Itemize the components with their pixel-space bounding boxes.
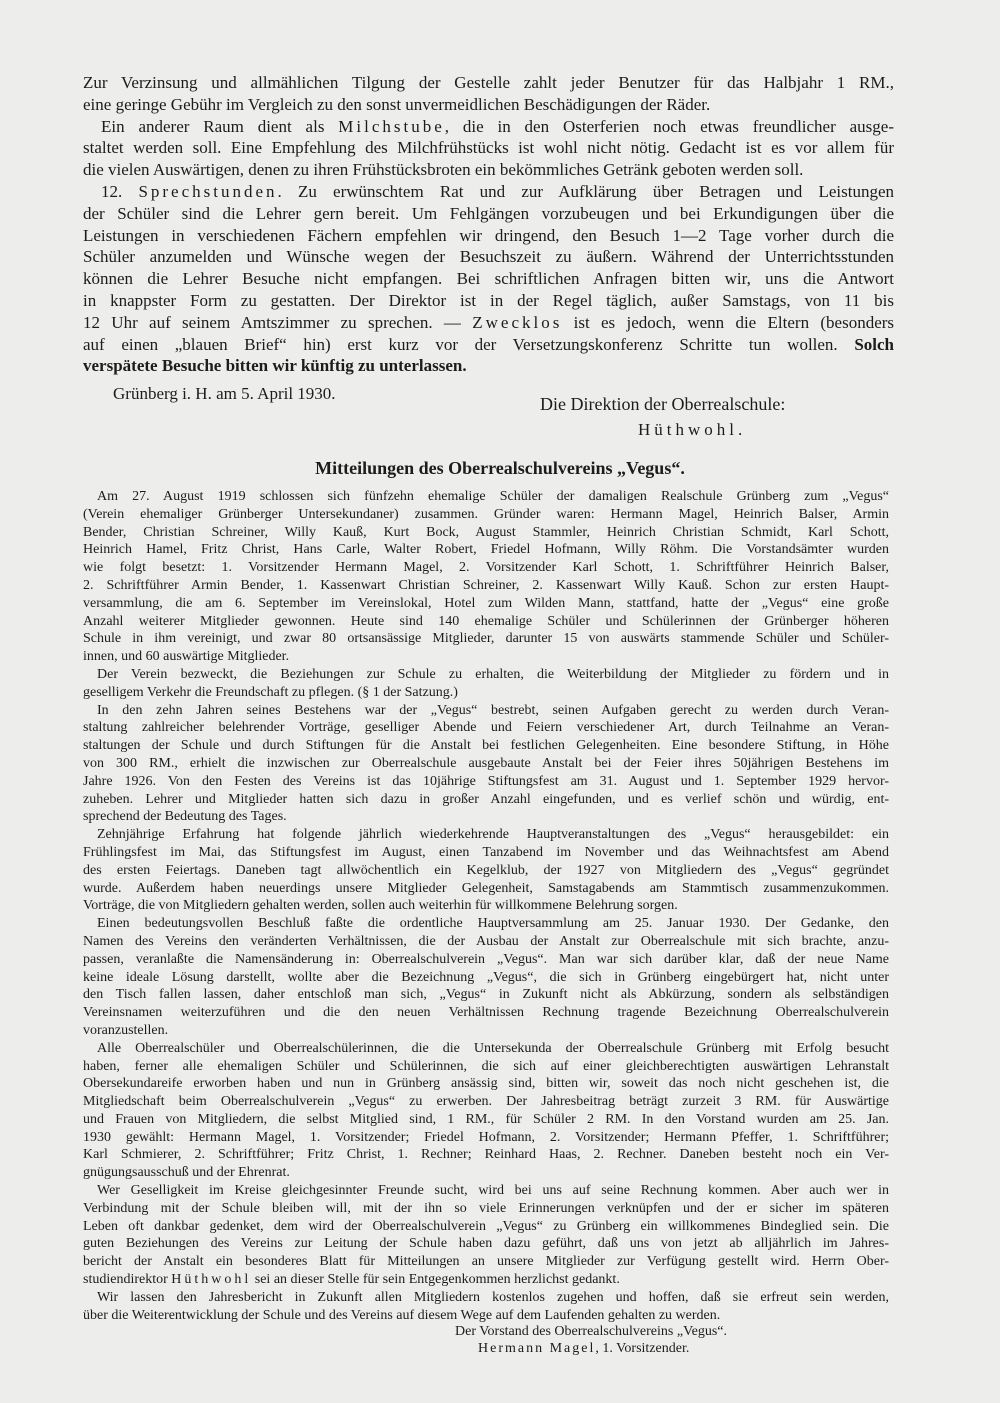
spaced-text: Zwecklos	[472, 312, 563, 332]
text-segment: . Zu erwünschtem Rat und zur Aufklärung über Betragen und Leistungen	[277, 181, 894, 201]
text-line: Obersekundareife erworben haben und nun in Grünberg ansässig sind, bitten wir, soweit das noch nicht geschehen ist, die	[83, 1076, 889, 1092]
text-segment: 12.	[101, 181, 139, 201]
text-segment: , die in den Osterferien noch etwas freundlicher ausge-	[444, 116, 894, 136]
text-line: Vereinsnamen weiterzuführen und die den neuen Verhältnissen Rechnung tragende Bezeichnung Oberrealschulverein	[83, 1005, 889, 1021]
text-line: keine ideale Lösung darstellt, wollte aber die Bezeichnung „Vegus“, die sich in Grünberg eingebürgert hat, nicht unter	[83, 969, 889, 985]
text-line: Jahre 1926. Von den Festen des Vereins ist das 10jährige Stiftungsfest am 31. August und 1. September 1929 hervor-	[83, 773, 889, 789]
text-line	[83, 312, 894, 334]
text-line: versammlung, die am 6. September im Vereinslokal, Hotel zum Wilden Mann, stattfand, hatte der „Vegus“ eine große	[83, 595, 889, 611]
place-date: Grünberg i. H. am 5. April 1930.	[113, 384, 336, 403]
paragraph	[83, 181, 894, 377]
text-line: geselligem Verkehr die Freundschaft zu pflegen. (§ 1 der Satzung.)	[83, 684, 458, 700]
spaced-text: Hüthwohl	[171, 1272, 252, 1288]
text-line	[83, 116, 894, 138]
text-line: Der Verein bezweckt, die Beziehungen zur Schule zu erhalten, die Weiterbildung der Mitglieder zu fördern und in	[97, 666, 889, 682]
text-line: Verbindung mit der Schule bleiben will, mit der ihn so viele Erinnerungen verknüpfen und der er sicher im späteren	[83, 1200, 889, 1216]
text-line: Mitgliedschaft beim Oberrealschulverein „Vegus“ zu erwerben. Der Jahresbeitrag beträgt zurzeit 3 RM. für Auswärtige	[83, 1094, 889, 1110]
text-line	[83, 334, 894, 356]
text-line: in knappster Form zu gestatten. Der Direktor ist in der Regel täglich, außer Samstags, von 11 bis	[83, 290, 894, 310]
text-line: Heinrich Hamel, Fritz Christ, Hans Carle, Walter Robert, Friedel Hofmann, Willy Röhm. Die Vorstandsämter wurden	[83, 542, 889, 558]
text-line: guten Beziehungen des Vereins zur Leitung der Schule haben dazu geführt, daß uns von jetzt ab alljährlich im Jahres-	[83, 1236, 889, 1252]
text-line: Zehnjährige Erfahrung hat folgende jährlich wiederkehrende Hauptveranstaltungen des „Vegus“ herausgebildet: ein	[97, 827, 889, 843]
spaced-text: Milchstube	[338, 116, 445, 136]
text-segment: 12 Uhr auf seinem Amtszimmer zu sprechen. —	[83, 312, 473, 332]
text-segment: sei an dieser Stelle für sein Entgegenkommen herzlichst gedankt.	[251, 1272, 620, 1288]
text-line: Am 27. August 1919 schlossen sich fünfzehn ehemalige Schüler der damaligen Realschule Grünberg zum „Vegus“	[97, 489, 889, 504]
text-line: Einen bedeutungsvollen Beschluß faßte die ordentliche Hauptversammlung am 25. Januar 1930. Der Gedanke, den	[97, 916, 889, 932]
text-line: von 300 RM., erhielt die inzwischen zur Oberrealschule ausgebaute Anstalt bei der Feier ihres 50jährigen Bestehens im	[83, 755, 889, 771]
text-line: Bender, Christian Schreiner, Willy Kauß, Kurt Bock, August Stammler, Heinrich Christian Schmidt, Karl Schott,	[83, 524, 889, 540]
signature-director-name: Hüthwohl.	[638, 420, 747, 439]
text-line: wurde. Außerdem haben neuerdings unsere Mitglieder Gelegenheit, Samstagabends am Stammtisch zusammenzukommen.	[83, 880, 889, 896]
text-line: Vorträge, die von Mitgliedern gehalten werden, sollen auch weiterhin für willkommene Belehrung sorgen.	[83, 898, 678, 914]
chairman-role: , 1. Vorsitzender.	[595, 1341, 690, 1356]
association-notices-section	[83, 488, 889, 1324]
paragraph	[83, 116, 894, 181]
text-line: und Frauen von Mitgliedern, die selbst Mitglied sind, 1 RM., für Schüler 2 RM. In den Vorstand wurden am 25. Jan.	[83, 1111, 889, 1127]
text-segment: auf einen „blauen Brief“ hin) erst kurz vor der Versetzungskonferenz Schritte tun wollen.	[83, 334, 855, 354]
text-line: der Schüler sind die Lehrer gern bereit. Um Fehlgängen vorzubeugen und bei Erkundigungen über die	[83, 203, 894, 223]
text-line: Zur Verzinsung und allmählichen Tilgung der Gestelle zahlt jeder Benutzer für das Halbjahr 1 RM.,	[83, 73, 894, 92]
text-segment: studiendirektor	[83, 1272, 172, 1288]
text-line: Leben oft dankbar gedenket, dem wird der Oberrealschulverein „Vegus“ zu Grünberg ein willkommenes Bindeglied sein. Die	[83, 1218, 889, 1234]
school-notices-section	[83, 72, 894, 377]
text-line: Frühlingsfest im Mai, das Stiftungsfest im August, einen Tanzabend im November und das Weihnachtsfest am Abend	[83, 844, 889, 860]
bold-text: Solch	[854, 334, 894, 354]
association-heading: Mitteilungen des Oberrealschulvereins „Vegus“.	[315, 458, 685, 478]
text-line: Namen des Vereins den veränderten Verhältnissen, die der Ausbau der Anstalt zur Oberrealschule mit sich brachte, anzu-	[83, 933, 889, 949]
text-line: zuheben. Lehrer und Mitglieder hatten sich dazu in großer Anzahl eingefunden, und es verlief schön und würdig, ent-	[83, 791, 889, 807]
text-line: den Tisch fallen lassen, daher entschloß man sich, „Vegus“ in Zukunft nicht als Abkürzung, sondern als selbständigen	[83, 987, 889, 1003]
paragraph	[83, 72, 894, 116]
text-line: bericht der Anstalt ein besonderes Blatt für Mitteilungen an unsere Mitglieder zur Verfügung gestellt wird. Herrn Ober-	[83, 1254, 889, 1270]
text-line: des ersten Feiertags. Daneben tagt allwöchentlich ein Kegelklub, der 1927 von Mitgliedern des „Vegus“ gegründet	[83, 862, 889, 878]
text-line: Karl Schmierer, 2. Schriftführer; Fritz Christ, 1. Rechner; Reinhard Haas, 2. Rechner. Daneben besteht noch ein Ver-	[83, 1147, 889, 1163]
paragraph	[83, 488, 889, 666]
text-line: staltungen der Schule und durch Stiftungen für die Anstalt bei festlichen Gelegenheiten. Eine besondere Stiftung, in Höhe	[83, 738, 889, 754]
text-line: 2. Schriftführer Armin Bender, 1. Kassenwart Christian Schreiner, 2. Kassenwart Willy Kauß. Schon zur ersten Haupt-	[83, 577, 889, 593]
paragraph	[83, 1040, 889, 1182]
text-segment: ist es jedoch, wenn die Eltern (besonders	[562, 312, 895, 332]
text-line: In den zehn Jahren seines Bestehens war der „Vegus“ bestrebt, seinen Aufgaben gerecht zu werden durch Veran-	[97, 702, 889, 718]
text-line: Wir lassen den Jahresbericht in Zukunft allen Mitgliedern kostenlos zugehen und hoffen, daß sie erfreut sein werden,	[97, 1289, 889, 1305]
text-line: voranzustellen.	[83, 1022, 169, 1038]
text-line: Anzahl weiterer Mitglieder gewonnen. Heute sind 140 ehemalige Schüler und Schülerinnen der Grünberger höheren	[83, 613, 889, 629]
text-line	[83, 181, 894, 203]
text-line: passen, veranlaßte die Namensänderung in: Oberrealschulverein „Vegus“. Man war sich darüber klar, daß der neue Name	[83, 951, 889, 967]
text-segment: Ein anderer Raum dient als	[101, 116, 339, 136]
text-line: staltung zahlreicher belehrender Vorträge, geselliger Abende und Feiern verschiedener Art, durch Teilnahme an Veran-	[83, 720, 889, 736]
text-line: Schüler anzumelden und Wünsche wegen der Besuchszeit zu äußern. Während der Unterrichtsstunden	[83, 247, 894, 267]
text-line: die vielen Auswärtigen, denen zu ihren Frühstücksbroten ein bekömmliches Getränk geboten werden soll.	[83, 160, 804, 180]
signature-direction: Die Direktion der Oberrealschule:	[540, 394, 786, 414]
text-line: über die Weiterentwicklung der Schule und des Vereins auf diesem Wege auf dem Laufenden gehalten zu werden.	[83, 1307, 721, 1323]
text-line	[83, 355, 894, 377]
paragraph	[83, 702, 889, 827]
text-line: Alle Oberrealschüler und Oberrealschülerinnen, die die Untersekunda der Oberrealschule Grünberg mit Erfolg besucht	[97, 1040, 889, 1056]
chairman-name: Hermann Magel	[478, 1341, 596, 1356]
text-line: Wer Geselligkeit im Kreise gleichgesinnter Freunde sucht, wird bei uns auf seine Rechnung kommen. Aber auch wer in	[97, 1183, 889, 1199]
text-line: können die Lehrer Besuche nicht empfangen. Bei schriftlichen Anfragen bitten wir, uns die Antwort	[83, 269, 894, 289]
text-line: 1930 gewählt: Hermann Magel, 1. Vorsitzender; Friedel Hofmann, 2. Vorsitzender; Hermann Pfeffer, 1. Schriftführer;	[83, 1129, 889, 1145]
text-line: wie folgt besetzt: 1. Vorsitzender Hermann Magel, 2. Vorsitzender Karl Schott, 1. Schriftführer Heinrich Balser,	[83, 560, 889, 576]
chairman-signature	[478, 1341, 689, 1357]
bold-text: verspätete Besuche bitten wir künftig zu unterlassen.	[83, 356, 467, 376]
text-line: Leistungen in verschiedenen Fächern empfehlen wir dringend, den Besuch 1—2 Tage vorher durch die	[83, 225, 894, 245]
paragraph	[83, 666, 889, 702]
text-line: haben, ferner alle ehemaligen Schüler und Schülerinnen, die sich auf einer gleichberechtigten auswärtigen Lehranstalt	[83, 1058, 889, 1074]
text-line: Schule in ihm vereinigt, und zwar 80 ortsansässige Mitglieder, darunter 15 von auswärts stammende Schüler und Schüler-	[83, 631, 889, 647]
paragraph	[83, 826, 889, 915]
spaced-text: Sprechstunden	[138, 181, 278, 201]
text-line: sprechend der Bedeutung des Tages.	[83, 809, 287, 825]
paragraph	[83, 1182, 889, 1289]
text-line: (Verein ehemaliger Grünberger Untersekundaner) zusammen. Gründer waren: Hermann Magel, Heinrich Balser, Armin	[83, 506, 889, 522]
paragraph	[83, 1289, 889, 1325]
text-line: staltet werden soll. Eine Empfehlung des Milchfrühstücks ist wohl nicht nötig. Gedacht ist es vor allem für	[83, 138, 894, 158]
paragraph	[83, 915, 889, 1040]
text-line: innen, und 60 auswärtige Mitglieder.	[83, 649, 290, 665]
board-signature: Der Vorstand des Oberrealschulvereins „Vegus“.	[455, 1324, 728, 1339]
text-line: gnügungsausschuß und der Ehrenrat.	[83, 1165, 290, 1181]
text-line: eine geringe Gebühr im Vergleich zu den sonst unvermeidlichen Beschädigungen der Räder.	[83, 94, 711, 114]
text-line	[83, 1271, 889, 1289]
